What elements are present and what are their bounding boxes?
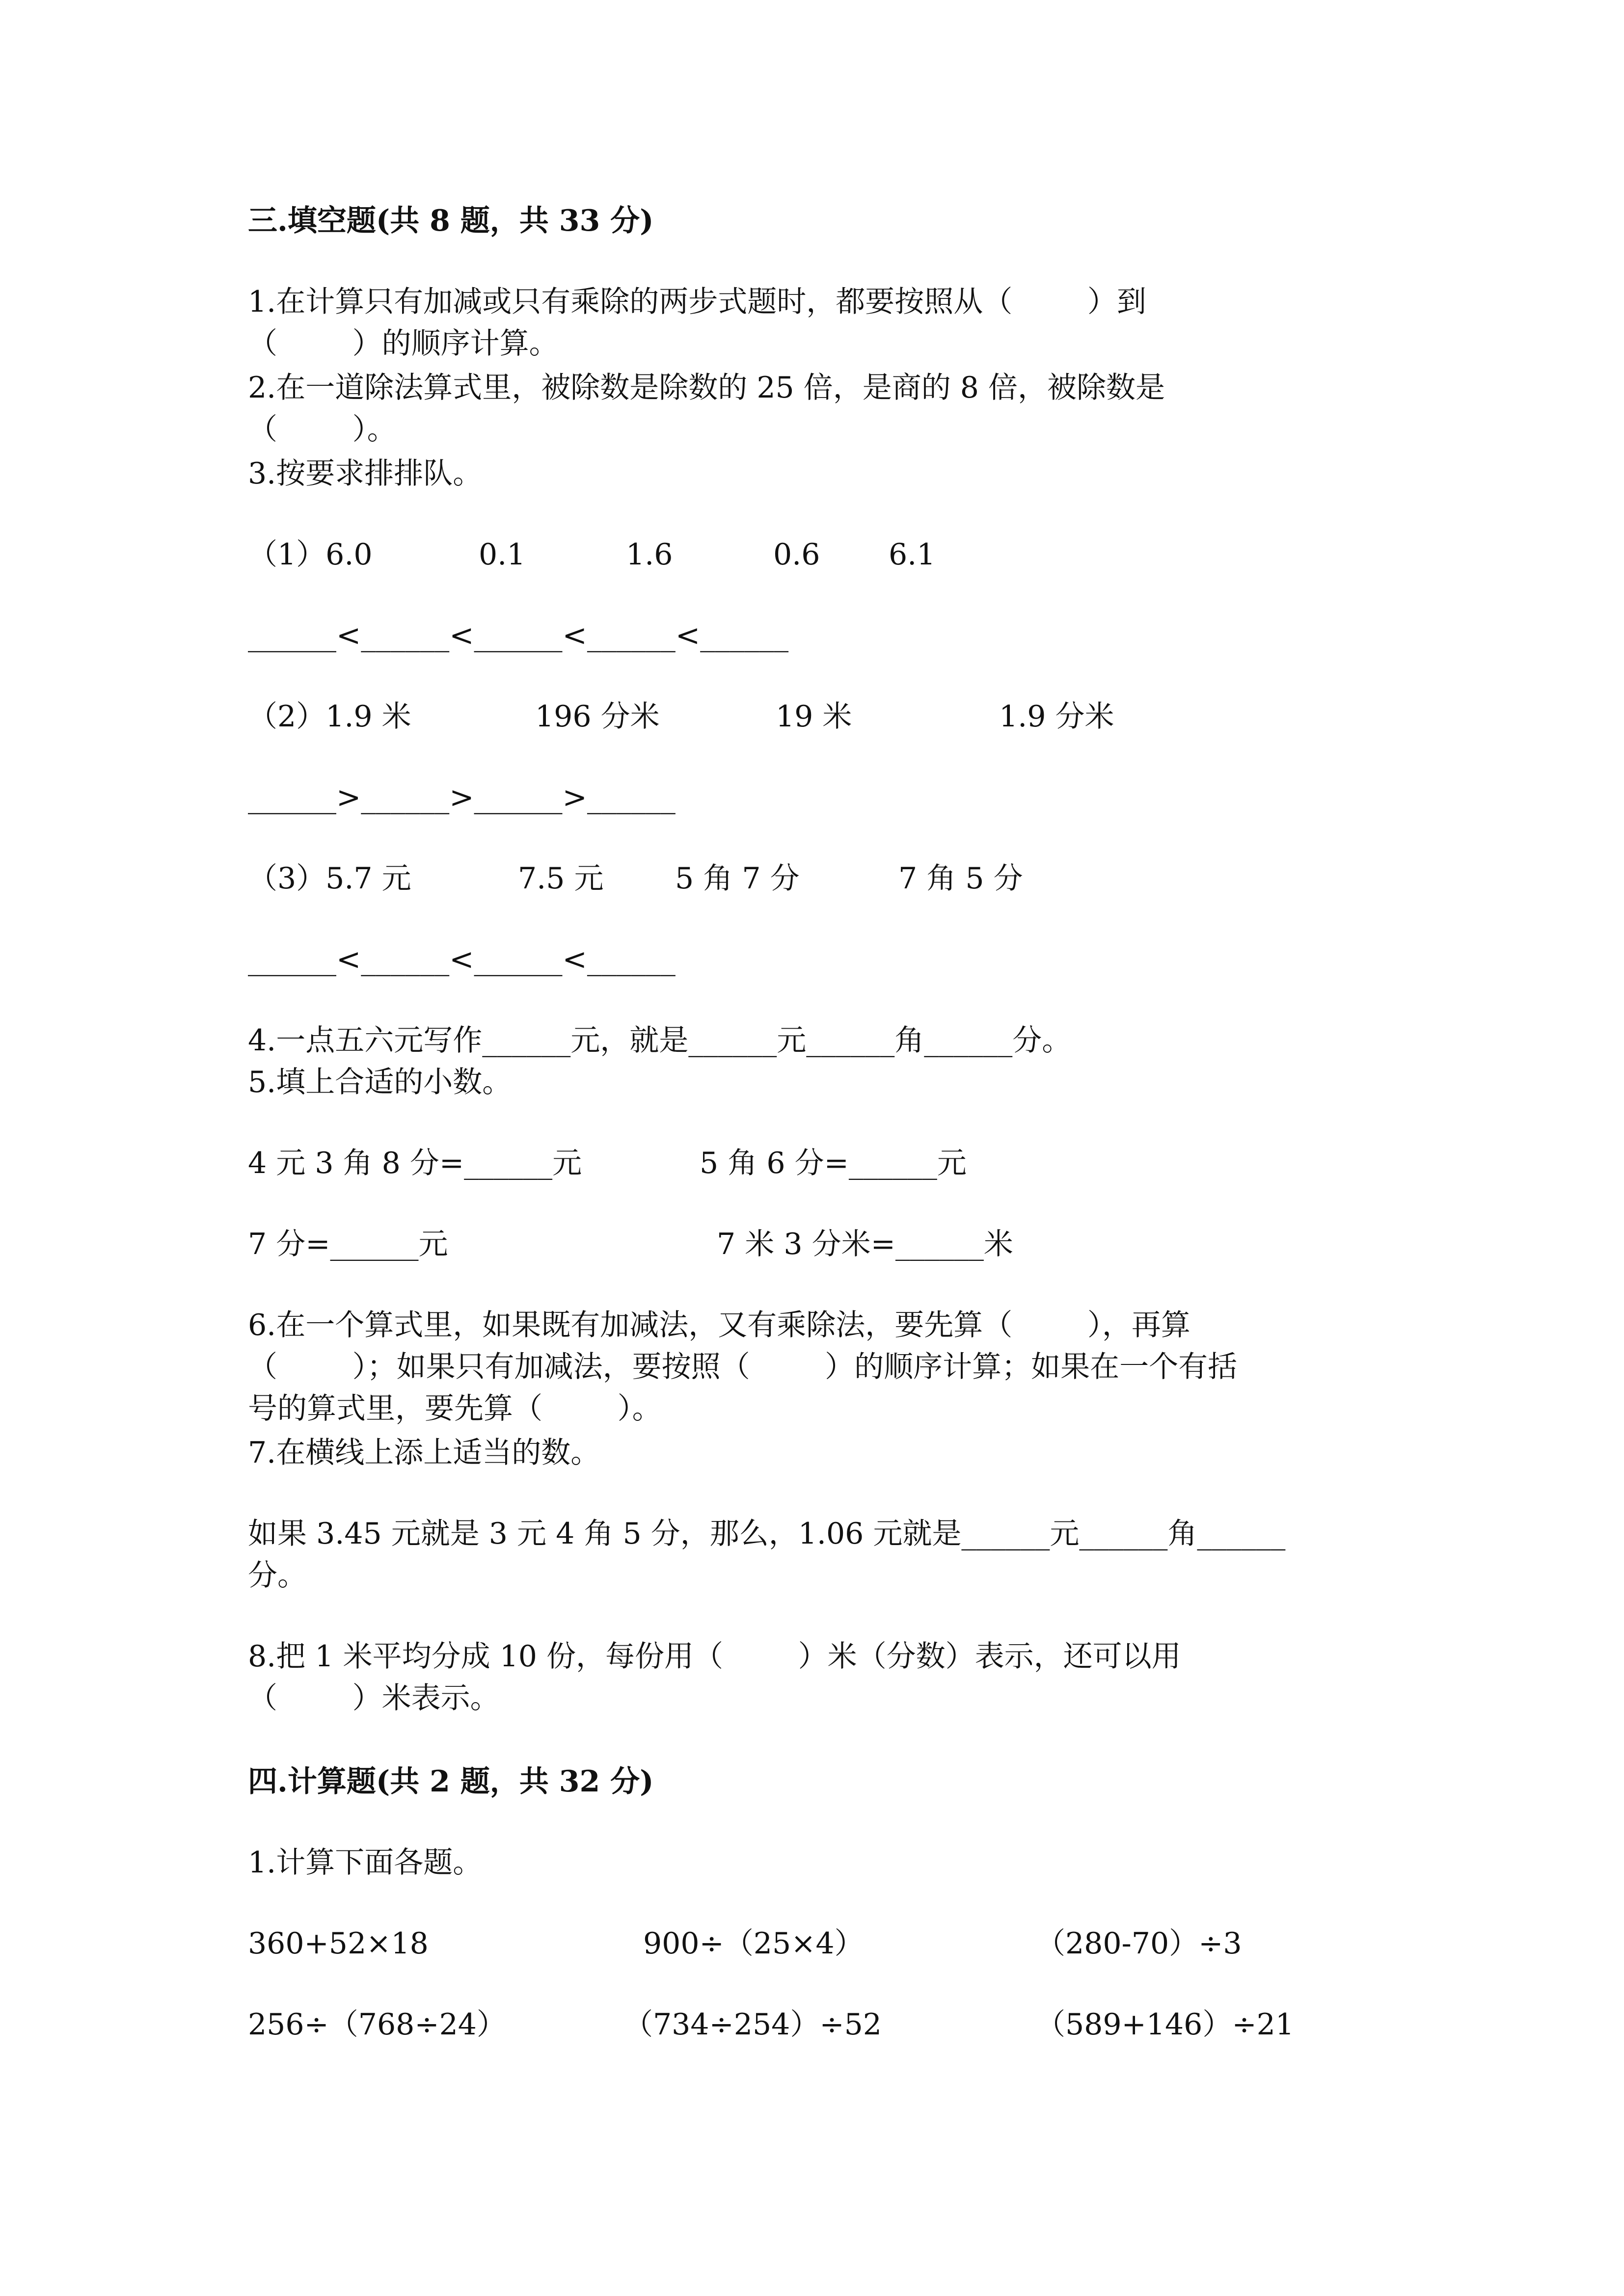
question-6-line-1: 6.在一个算式里，如果既有加减法，又有乘除法，要先算（ ），再算 [248,1308,1191,1342]
question-8-line-1: 8.把 1 米平均分成 10 份，每份用（ ）米（分数）表示，还可以用 [248,1639,1181,1674]
q5-item-b: 5 角 6 分=______元 [700,1146,967,1180]
calc-expression: 256÷（768÷24） [248,2007,506,2042]
calc-expression: 900÷（25×4） [643,1926,864,1961]
q3-part1-item: 1.6 [626,537,673,572]
q5-item-c: 7 分=______元 [248,1227,448,1261]
question-1-line-1: 1.在计算只有加减或只有乘除的两步式题时，都要按照从（ ）到 [248,285,1146,319]
question-5-intro: 5.填上合适的小数。 [248,1065,512,1099]
question-3-intro: 3.按要求排排队。 [248,456,483,491]
q3-part3-item: 7.5 元 [518,861,604,896]
question-7-line-1: 如果 3.45 元就是 3 元 4 角 5 分，那么，1.06 元就是______元______角______ [248,1517,1286,1551]
q3-part3-item: 7 角 5 分 [898,861,1023,896]
question-1-line-2: （ ）的顺序计算。 [248,326,559,361]
q3-part1-item: 0.1 [479,537,526,572]
q3-part1-answer-line: ______<______<______<______<______ [248,618,789,653]
section-3-title: 三.填空题(共 8 题，共 33 分) [248,204,654,238]
section-4-title: 四.计算题(共 2 题，共 32 分) [248,1764,654,1799]
q3-part2-label: （2）1.9 米 [248,699,411,734]
q3-part2-item: 196 分米 [535,699,660,734]
calc-expression: （589+146）÷21 [1036,2007,1294,2042]
calc-expression: 360+52×18 [248,1926,429,1961]
q3-part3-label: （3）5.7 元 [248,861,411,896]
q3-part3-answer-line: ______<______<______<______ [248,942,676,977]
calc-expression: （734÷254）÷52 [623,2007,882,2042]
q5-item-d: 7 米 3 分米=______米 [717,1227,1013,1261]
q3-part1-item: 6.1 [889,537,936,572]
question-2-line-1: 2.在一道除法算式里，被除数是除数的 25 倍，是商的 8 倍，被除数是 [248,371,1165,405]
calc-expression: （280-70）÷3 [1036,1926,1242,1961]
question-2-line-2: （ ）。 [248,412,397,447]
q3-part2-item: 1.9 分米 [999,699,1114,734]
q3-part2-answer-line: ______>______>______>______ [248,780,676,815]
question-7-line-2: 分。 [248,1558,307,1593]
question-8-line-2: （ ）米表示。 [248,1681,500,1715]
question-4: 4.一点五六元写作______元，就是______元______角______分。 [248,1023,1072,1058]
question-7-intro: 7.在横线上添上适当的数。 [248,1436,600,1470]
q3-part1-item: 0.6 [773,537,820,572]
question-6-line-3: 号的算式里，要先算（ ）。 [248,1391,662,1426]
q3-part2-item: 19 米 [776,699,852,734]
q3-part3-item: 5 角 7 分 [675,861,800,896]
section-4-question-1-intro: 1.计算下面各题。 [248,1845,483,1880]
question-6-line-2: （ ）；如果只有加减法，要按照（ ）的顺序计算；如果在一个有括 [248,1350,1238,1384]
q5-item-a: 4 元 3 角 8 分=______元 [248,1146,582,1180]
q3-part1-label: （1）6.0 [248,537,373,572]
